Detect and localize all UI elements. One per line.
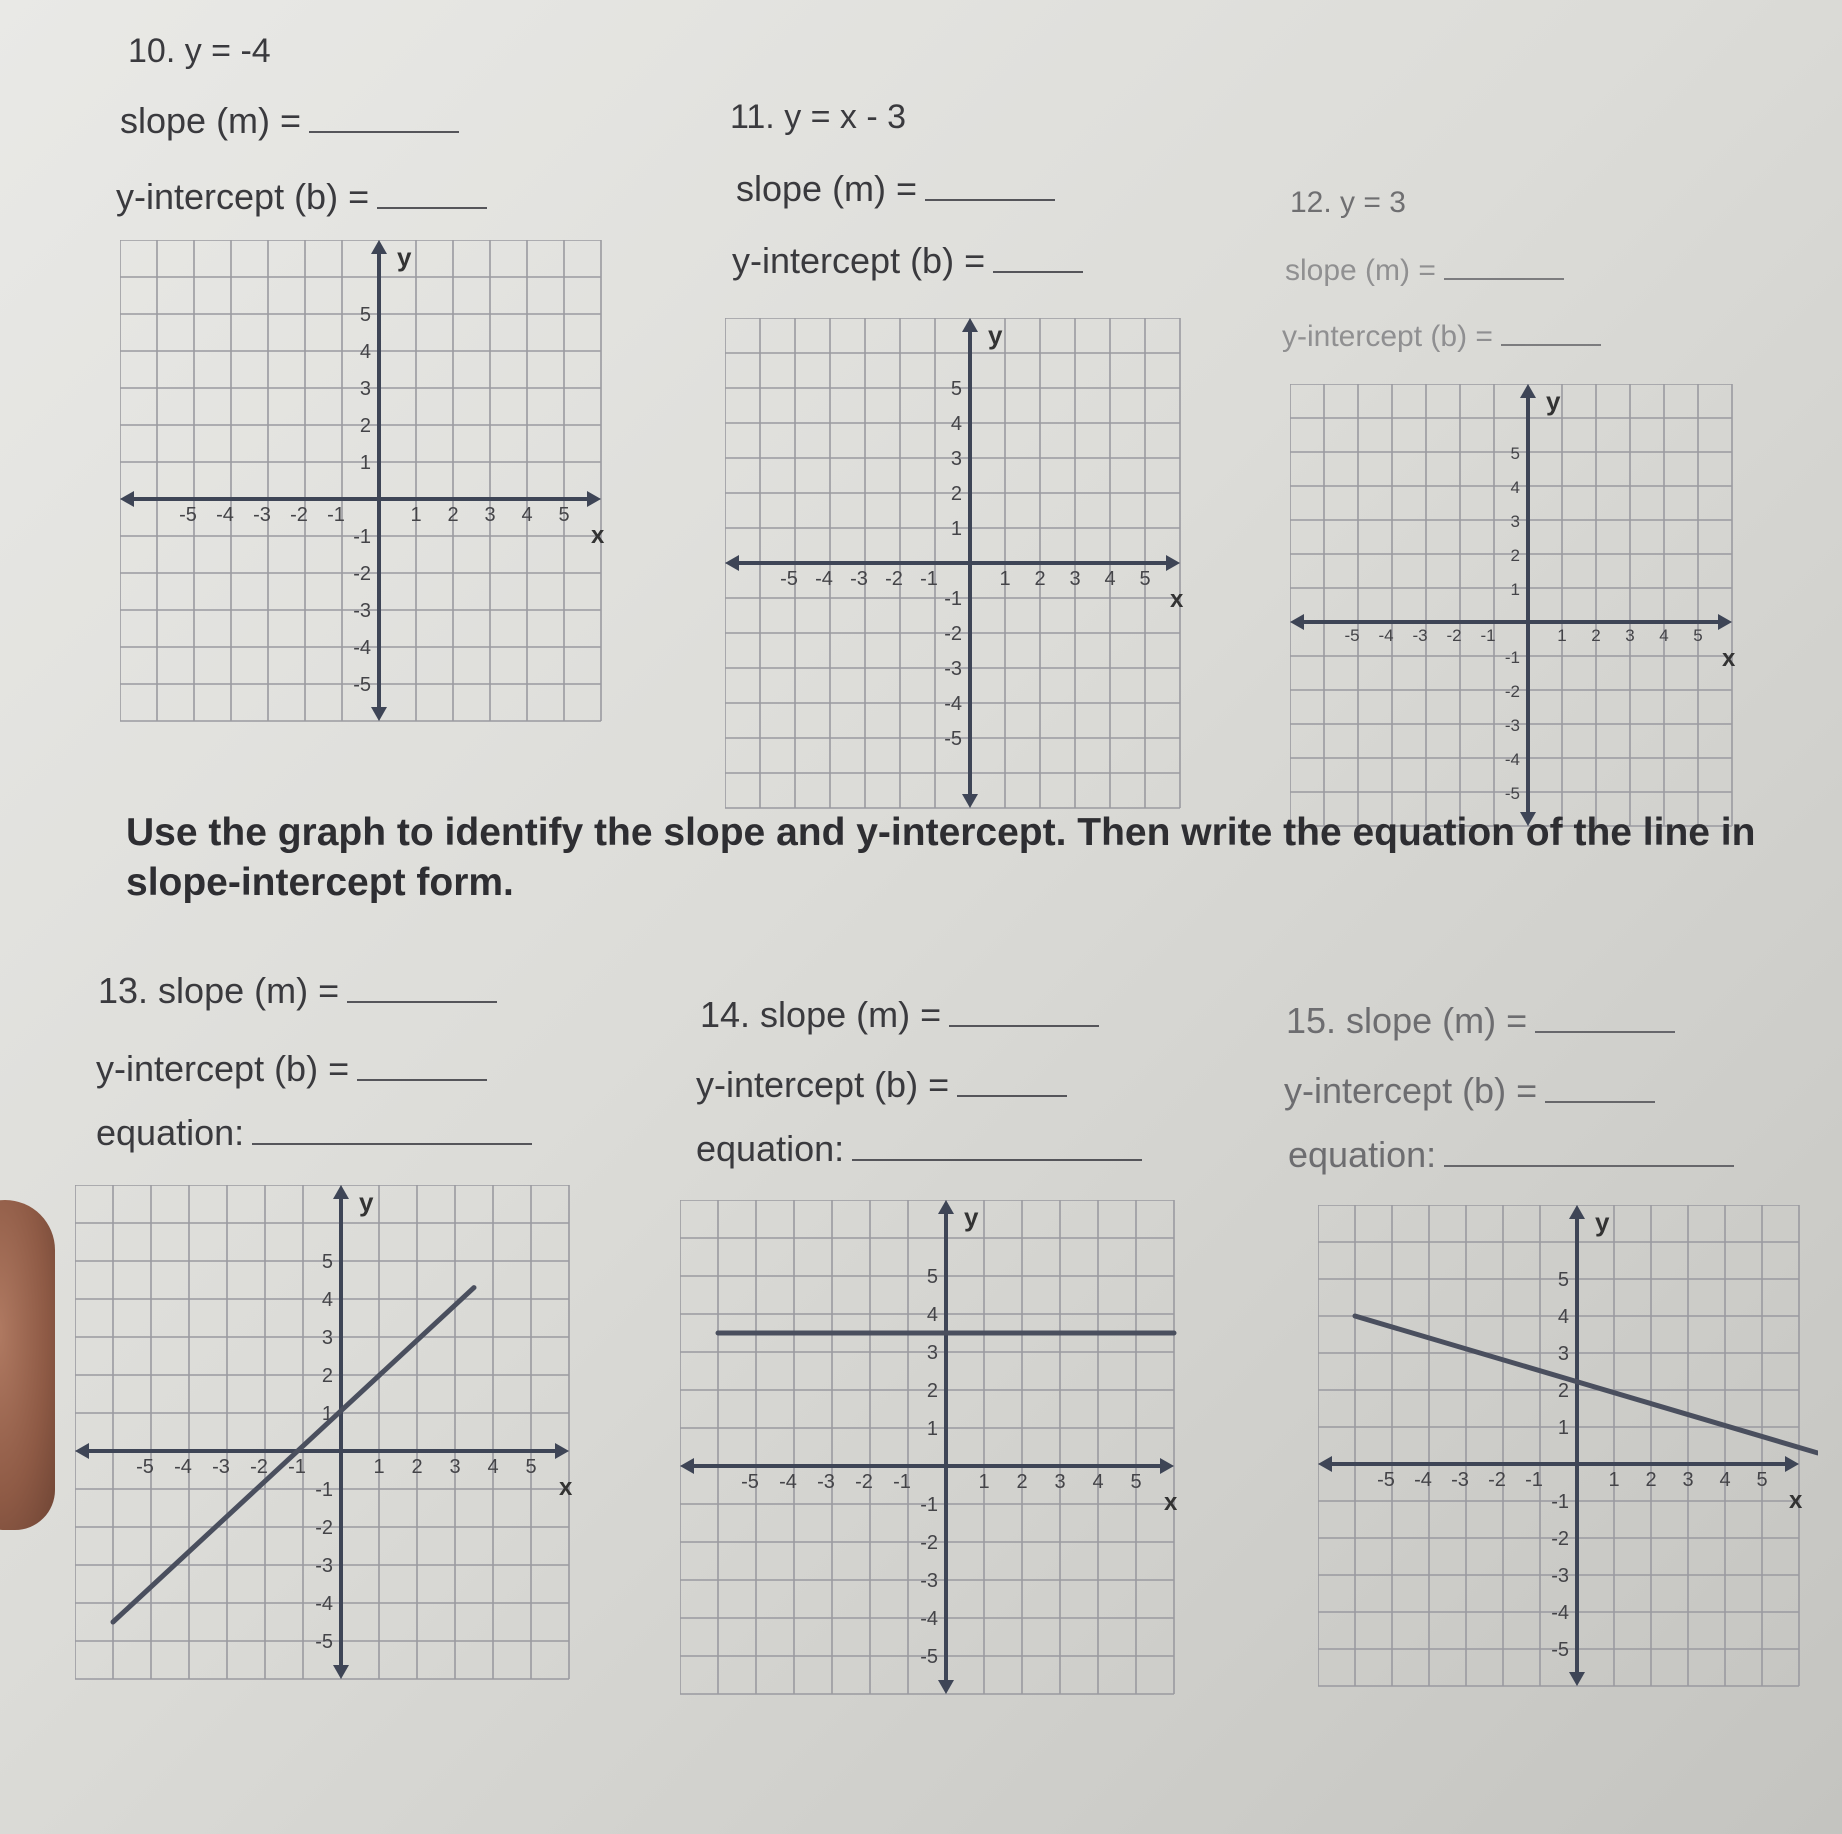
x-tick-label: -4 xyxy=(815,568,833,590)
x-tick-label: 1 xyxy=(1557,626,1567,645)
x-tick-label: 4 xyxy=(1659,626,1669,645)
problem-15-equation-label xyxy=(1288,1134,1734,1176)
y-tick-label: -4 xyxy=(1504,750,1520,769)
x-tick-label: 4 xyxy=(1092,1471,1104,1493)
graph-13-svg xyxy=(75,1185,595,1685)
y-tick-label: -1 xyxy=(920,1494,938,1516)
y-tick-label: 4 xyxy=(950,413,962,435)
y-tick-label: 1 xyxy=(1557,1417,1569,1439)
y-axis-label: y xyxy=(359,1187,374,1217)
y-tick-label: 5 xyxy=(1510,444,1520,463)
x-tick-label: 5 xyxy=(558,504,570,526)
problem-12-intercept-label xyxy=(1282,320,1601,354)
y-axis-arrow-up xyxy=(371,240,387,254)
y-tick-label: 4 xyxy=(321,1289,333,1311)
x-tick-label: -3 xyxy=(212,1456,230,1478)
y-tick-label: 2 xyxy=(1557,1380,1569,1402)
y-axis-arrow-up xyxy=(1569,1205,1585,1219)
slope-answer-blank[interactable] xyxy=(309,127,459,133)
x-axis-arrow-left xyxy=(680,1458,694,1474)
y-tick-label: -5 xyxy=(353,674,371,696)
y-tick-label: 2 xyxy=(1510,546,1520,565)
x-tick-label: -5 xyxy=(179,504,197,526)
y-tick-label: -1 xyxy=(1551,1491,1569,1513)
problem-12-slope-label xyxy=(1285,254,1564,288)
problem-12-equation: 12. y = 3 xyxy=(1290,186,1406,219)
y-tick-label: 5 xyxy=(950,378,962,400)
y-tick-label: -4 xyxy=(944,693,962,715)
y-tick-label: -2 xyxy=(920,1532,938,1554)
y-tick-label: 5 xyxy=(1557,1269,1569,1291)
instructions xyxy=(126,808,1755,908)
y-tick-label: 3 xyxy=(950,448,962,470)
y-tick-label: -5 xyxy=(315,1631,333,1653)
x-axis-label: x xyxy=(1722,645,1736,672)
y-tick-label: -1 xyxy=(353,526,371,548)
slope-label-text: slope (m) = xyxy=(1285,254,1436,287)
instructions-line-1: Use the graph to identify the slope and y-intercept. Then write the equation of the line in xyxy=(126,811,1756,854)
y-tick-label: -3 xyxy=(353,600,371,622)
slope-answer-blank[interactable] xyxy=(1535,1027,1675,1033)
x-tick-label: -4 xyxy=(1414,1469,1432,1491)
x-tick-label: 5 xyxy=(1130,1471,1142,1493)
slope-answer-blank[interactable] xyxy=(1444,274,1564,280)
x-tick-label: 4 xyxy=(487,1456,499,1478)
y-tick-label: 3 xyxy=(321,1327,333,1349)
x-axis-arrow-right xyxy=(555,1443,569,1459)
x-axis-arrow-left xyxy=(1290,614,1304,630)
problem-15-intercept-label xyxy=(1284,1070,1655,1112)
y-axis-arrow-down xyxy=(938,1680,954,1694)
x-tick-label: 3 xyxy=(1069,568,1081,590)
y-axis-arrow-down xyxy=(1569,1672,1585,1686)
x-tick-label: 2 xyxy=(1645,1469,1657,1491)
x-tick-label: 4 xyxy=(521,504,533,526)
intercept-answer-blank[interactable] xyxy=(1501,340,1601,346)
y-axis-arrow-down xyxy=(333,1665,349,1679)
x-axis-label: x xyxy=(1164,1489,1178,1516)
x-tick-label: -5 xyxy=(741,1471,759,1493)
problem-14-intercept-label xyxy=(696,1064,1067,1106)
x-tick-label: -3 xyxy=(1451,1469,1469,1491)
equation-answer-blank[interactable] xyxy=(252,1139,532,1145)
y-tick-label: 1 xyxy=(321,1403,333,1425)
slope-label-text: 13. slope (m) = xyxy=(98,970,340,1011)
instructions-line-2: slope-intercept form. xyxy=(126,860,514,904)
y-tick-label: -2 xyxy=(1551,1528,1569,1550)
x-tick-label: -3 xyxy=(253,504,271,526)
y-tick-label: -1 xyxy=(1504,648,1520,667)
x-tick-label: 5 xyxy=(1139,568,1151,590)
x-tick-label: 1 xyxy=(1608,1469,1620,1491)
problem-14-equation-label xyxy=(696,1128,1142,1170)
problem-10-slope-label xyxy=(120,100,459,142)
x-tick-label: 3 xyxy=(484,504,496,526)
x-tick-label: -3 xyxy=(850,568,868,590)
equation-answer-blank[interactable] xyxy=(852,1155,1142,1161)
y-tick-label: 1 xyxy=(359,452,371,474)
x-tick-label: 2 xyxy=(1591,626,1601,645)
y-tick-label: 4 xyxy=(926,1304,938,1326)
x-axis-arrow-right xyxy=(1718,614,1732,630)
plotted-line xyxy=(1355,1316,1818,1453)
y-tick-label: 1 xyxy=(1510,580,1520,599)
problem-14-slope-label xyxy=(700,994,1099,1036)
slope-label-text: 15. slope (m) = xyxy=(1286,1000,1528,1041)
x-tick-label: 5 xyxy=(525,1456,537,1478)
y-axis-arrow-down xyxy=(962,794,978,808)
y-tick-label: 4 xyxy=(1510,478,1520,497)
y-axis-label: y xyxy=(964,1202,979,1232)
y-tick-label: -4 xyxy=(353,637,371,659)
graph-10 xyxy=(120,240,620,740)
thumb-photo-overlay xyxy=(0,1200,55,1530)
x-tick-label: -2 xyxy=(855,1471,873,1493)
y-tick-label: -2 xyxy=(353,563,371,585)
problem-15-slope-label xyxy=(1286,1000,1675,1042)
graph-12 xyxy=(1290,384,1750,834)
x-tick-label: 1 xyxy=(999,568,1011,590)
x-tick-label: -2 xyxy=(1446,626,1462,645)
x-tick-label: 2 xyxy=(447,504,459,526)
y-tick-label: -5 xyxy=(1504,784,1520,803)
x-tick-label: 1 xyxy=(410,504,422,526)
x-tick-label: 3 xyxy=(1682,1469,1694,1491)
y-tick-label: 2 xyxy=(950,483,962,505)
intercept-answer-blank[interactable] xyxy=(1545,1097,1655,1103)
x-axis-arrow-right xyxy=(1785,1456,1799,1472)
slope-label-text: slope (m) = xyxy=(120,100,302,141)
y-axis-arrow-up xyxy=(333,1185,349,1199)
slope-answer-blank[interactable] xyxy=(347,997,497,1003)
y-tick-label: 1 xyxy=(926,1418,938,1440)
x-tick-label: -1 xyxy=(920,568,938,590)
problem-10-intercept-label xyxy=(116,176,487,218)
x-tick-label: 3 xyxy=(449,1456,461,1478)
x-tick-label: 4 xyxy=(1719,1469,1731,1491)
graph-12-svg xyxy=(1290,384,1750,834)
y-axis-label: y xyxy=(1546,386,1561,416)
y-tick-label: -4 xyxy=(920,1608,938,1630)
x-axis-arrow-left xyxy=(75,1443,89,1459)
y-tick-label: -3 xyxy=(920,1570,938,1592)
intercept-answer-blank[interactable] xyxy=(377,203,487,209)
intercept-label-text: y-intercept (b) = xyxy=(96,1048,350,1089)
intercept-answer-blank[interactable] xyxy=(357,1075,487,1081)
x-tick-label: 2 xyxy=(1016,1471,1028,1493)
problem-13-intercept-label xyxy=(96,1048,487,1090)
y-axis-arrow-up xyxy=(1520,384,1536,398)
y-tick-label: -2 xyxy=(1504,682,1520,701)
y-axis-arrow-up xyxy=(938,1200,954,1214)
y-tick-label: 3 xyxy=(1557,1343,1569,1365)
y-tick-label: 3 xyxy=(926,1342,938,1364)
y-tick-label: -3 xyxy=(1551,1565,1569,1587)
x-tick-label: 3 xyxy=(1054,1471,1066,1493)
graph-14-svg xyxy=(680,1200,1200,1700)
x-tick-label: -5 xyxy=(1344,626,1360,645)
y-axis-arrow-up xyxy=(962,318,978,332)
y-tick-label: -2 xyxy=(944,623,962,645)
x-axis-arrow-left xyxy=(120,491,134,507)
slope-answer-blank[interactable] xyxy=(949,1021,1099,1027)
graph-14 xyxy=(680,1200,1200,1700)
y-tick-label: -5 xyxy=(944,728,962,750)
y-tick-label: 5 xyxy=(359,304,371,326)
x-tick-label: -3 xyxy=(817,1471,835,1493)
x-tick-label: 5 xyxy=(1756,1469,1768,1491)
problem-11-equation: 11. y = x - 3 xyxy=(730,98,907,136)
y-tick-label: -2 xyxy=(315,1517,333,1539)
intercept-label-text: y-intercept (b) = xyxy=(732,240,986,281)
intercept-label-text: y-intercept (b) = xyxy=(1284,1070,1538,1111)
x-tick-label: -2 xyxy=(290,504,308,526)
y-axis-label: y xyxy=(397,242,412,272)
intercept-answer-blank[interactable] xyxy=(993,267,1083,273)
problem-10-equation: 10. y = -4 xyxy=(128,32,271,70)
problem-13-slope-label xyxy=(98,970,497,1012)
y-tick-label: 2 xyxy=(359,415,371,437)
problem-11-slope-label xyxy=(736,168,1055,210)
y-tick-label: 2 xyxy=(926,1380,938,1402)
problem-13-equation-label xyxy=(96,1112,532,1154)
y-axis-label: y xyxy=(988,320,1003,350)
x-tick-label: -2 xyxy=(1488,1469,1506,1491)
y-tick-label: -5 xyxy=(920,1646,938,1668)
x-tick-label: 2 xyxy=(1034,568,1046,590)
graph-15-svg xyxy=(1318,1205,1818,1705)
intercept-label-text: y-intercept (b) = xyxy=(696,1064,950,1105)
slope-label-text: 14. slope (m) = xyxy=(700,994,942,1035)
x-tick-label: 4 xyxy=(1104,568,1116,590)
y-tick-label: -4 xyxy=(1551,1602,1569,1624)
graph-15 xyxy=(1318,1205,1818,1705)
y-tick-label: 5 xyxy=(321,1251,333,1273)
x-tick-label: 1 xyxy=(373,1456,385,1478)
intercept-label-text: y-intercept (b) = xyxy=(1282,320,1493,353)
x-axis-arrow-left xyxy=(1318,1456,1332,1472)
y-tick-label: 2 xyxy=(321,1365,333,1387)
graph-11-svg xyxy=(725,318,1185,818)
y-tick-label: 3 xyxy=(1510,512,1520,531)
x-axis-label: x xyxy=(1789,1487,1803,1514)
x-tick-label: -4 xyxy=(216,504,234,526)
x-axis-arrow-left xyxy=(725,555,739,571)
x-tick-label: -1 xyxy=(288,1456,306,1478)
x-tick-label: -4 xyxy=(1378,626,1394,645)
x-axis-arrow-right xyxy=(1160,1458,1174,1474)
x-axis-label: x xyxy=(559,1474,573,1501)
y-tick-label: -5 xyxy=(1551,1639,1569,1661)
x-tick-label: -5 xyxy=(1377,1469,1395,1491)
x-tick-label: -4 xyxy=(174,1456,192,1478)
x-tick-label: -1 xyxy=(1480,626,1496,645)
equation-label-text: equation: xyxy=(1288,1134,1437,1175)
x-tick-label: 5 xyxy=(1693,626,1703,645)
slope-answer-blank[interactable] xyxy=(925,195,1055,201)
graph-10-svg xyxy=(120,240,620,740)
x-tick-label: 2 xyxy=(411,1456,423,1478)
equation-label-text: equation: xyxy=(696,1128,845,1169)
x-axis-label: x xyxy=(591,522,605,549)
slope-label-text: slope (m) = xyxy=(736,168,918,209)
y-tick-label: -3 xyxy=(315,1555,333,1577)
y-tick-label: -4 xyxy=(315,1593,333,1615)
y-tick-label: 1 xyxy=(950,518,962,540)
equation-answer-blank[interactable] xyxy=(1444,1161,1734,1167)
graph-11 xyxy=(725,318,1185,818)
y-tick-label: -3 xyxy=(944,658,962,680)
y-tick-label: 4 xyxy=(359,341,371,363)
y-axis-arrow-down xyxy=(371,707,387,721)
y-tick-label: -1 xyxy=(315,1479,333,1501)
x-tick-label: -4 xyxy=(779,1471,797,1493)
x-tick-label: -1 xyxy=(1525,1469,1543,1491)
y-tick-label: -3 xyxy=(1504,716,1520,735)
x-tick-label: -2 xyxy=(885,568,903,590)
y-tick-label: 5 xyxy=(926,1266,938,1288)
x-axis-arrow-right xyxy=(587,491,601,507)
x-tick-label: 1 xyxy=(978,1471,990,1493)
y-tick-label: 3 xyxy=(359,378,371,400)
y-axis-label: y xyxy=(1595,1207,1610,1237)
x-axis-label: x xyxy=(1170,586,1184,613)
x-tick-label: -5 xyxy=(780,568,798,590)
graph-13 xyxy=(75,1185,595,1685)
y-tick-label: -1 xyxy=(944,588,962,610)
x-tick-label: -1 xyxy=(327,504,345,526)
y-tick-label: 4 xyxy=(1557,1306,1569,1328)
x-tick-label: -1 xyxy=(893,1471,911,1493)
problem-11-intercept-label xyxy=(732,240,1083,282)
x-axis-arrow-right xyxy=(1166,555,1180,571)
x-tick-label: -2 xyxy=(250,1456,268,1478)
x-tick-label: 3 xyxy=(1625,626,1635,645)
x-tick-label: -3 xyxy=(1412,626,1428,645)
equation-label-text: equation: xyxy=(96,1112,245,1153)
x-tick-label: -5 xyxy=(136,1456,154,1478)
intercept-answer-blank[interactable] xyxy=(957,1091,1067,1097)
intercept-label-text: y-intercept (b) = xyxy=(116,176,370,217)
